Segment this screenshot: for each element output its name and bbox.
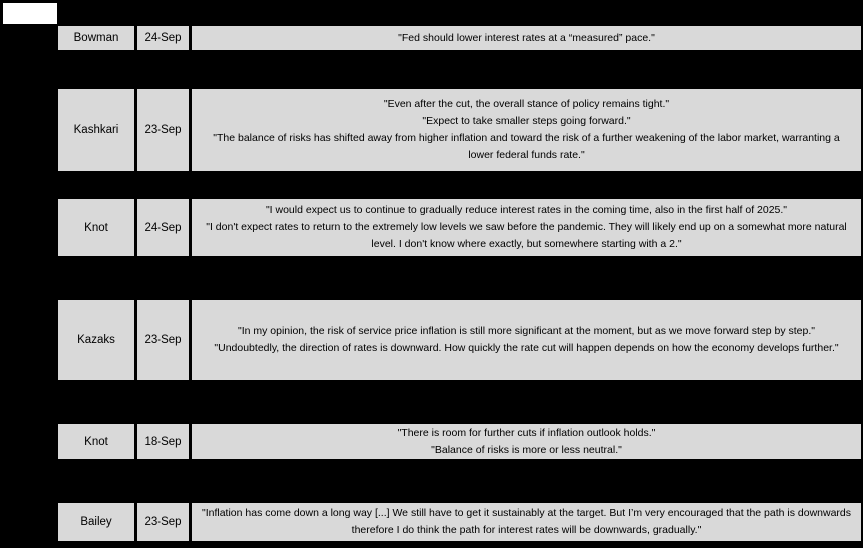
quote-cell	[192, 424, 861, 459]
blank-header-box	[3, 3, 57, 24]
speaker-cell: Kashkari	[58, 89, 134, 171]
quote-line: "Expect to take smaller steps going forward."	[422, 115, 631, 127]
quote-line: "The balance of risks has shifted away from higher inflation and toward the risk of a further weakening of the labor market, warranting a lower federal funds rate."	[213, 132, 840, 161]
date-cell: 24-Sep	[137, 199, 189, 256]
quote-line: "Undoubtedly, the direction of rates is downward. How quickly the rate cut will happen depends on how the economy develops further."	[214, 342, 839, 354]
quote-row	[0, 300, 863, 380]
quote-row	[0, 89, 863, 171]
quote-line: "I would expect us to continue to gradually reduce interest rates in the coming time, also in the first half of 2025."	[265, 204, 788, 216]
quote-line: "I don't expect rates to return to the extremely low levels we saw before the pandemic. They will likely end up on a somewhat more natural level. I don't know where exactly, but somewhere starting with a 2."	[206, 221, 847, 250]
quote-row	[0, 503, 863, 541]
quote-line: "Even after the cut, the overall stance of policy remains tight."	[383, 98, 670, 110]
quote-cell	[192, 503, 861, 541]
speaker-cell: Kazaks	[58, 300, 134, 380]
date-cell: 23-Sep	[137, 503, 189, 541]
quote-cell	[192, 199, 861, 256]
quote-line: "Fed should lower interest rates at a “measured” pace."	[398, 31, 655, 44]
quote-cell	[192, 89, 861, 171]
quote-line: "Inflation has come down a long way [...] We still have to get it sustainably at the target. But I’m very encouraged that the path is downwards therefore I do think the path for interest rates will be downwards, gradually."	[201, 507, 852, 536]
date-cell: 24-Sep	[137, 26, 189, 50]
speaker-cell: Bailey	[58, 503, 134, 541]
quote-cell	[192, 300, 861, 380]
quote-line: "Balance of risks is more or less neutral."	[431, 443, 622, 456]
date-cell: 18-Sep	[137, 424, 189, 459]
quote-line: "There is room for further cuts if inflation outlook holds."	[397, 426, 656, 439]
quote-row	[0, 26, 863, 50]
quote-row	[0, 424, 863, 459]
speaker-cell: Knot	[58, 424, 134, 459]
date-cell: 23-Sep	[137, 89, 189, 171]
quote-row	[0, 199, 863, 256]
quote-line: "In my opinion, the risk of service price inflation is still more significant at the moment, but as we move forward step by step."	[237, 325, 816, 337]
quote-cell	[192, 26, 861, 50]
date-cell: 23-Sep	[137, 300, 189, 380]
speaker-cell: Knot	[58, 199, 134, 256]
speaker-cell: Bowman	[58, 26, 134, 50]
